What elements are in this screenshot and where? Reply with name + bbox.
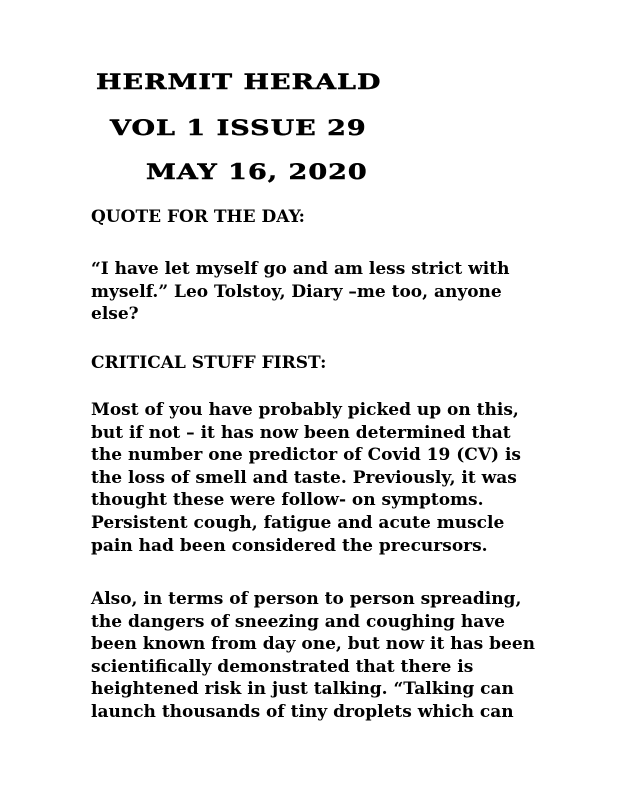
text-line: “I have let myself go and am less strict with bbox=[91, 259, 510, 279]
text-line: but if not – it has now been determined that bbox=[91, 422, 511, 443]
text-line: launch thousands of tiny droplets which can bbox=[91, 701, 514, 722]
newsletter-title: HERMIT HERALD bbox=[96, 70, 382, 95]
main-paragraph bbox=[91, 399, 531, 557]
text-line: the loss of smell and taste. Previously, it was bbox=[91, 467, 517, 488]
quote-paragraph bbox=[91, 258, 531, 326]
text-line: scientifically demonstrated that there is bbox=[91, 656, 474, 677]
text-line: the number one predictor of Covid 19 (CV) is bbox=[91, 445, 521, 466]
text-line: pain had been considered the precursors. bbox=[91, 535, 488, 556]
text-line: heightened risk in just talking. “Talking can bbox=[91, 679, 514, 700]
text-line: else? bbox=[91, 304, 139, 325]
text-line: been known from day one, but now it has been bbox=[91, 634, 535, 655]
quote-heading: QUOTE FOR THE DAY: bbox=[91, 207, 305, 227]
issue-date: MAY 16, 2020 bbox=[146, 160, 368, 185]
text-line: Persistent cough, fatigue and acute muscle bbox=[91, 512, 505, 533]
text-line: Most of you have probably picked up on this, bbox=[91, 400, 519, 420]
critical-heading: CRITICAL STUFF FIRST: bbox=[91, 353, 327, 373]
text-line: Also, in terms of person to person spreading, bbox=[91, 589, 522, 609]
volume-issue: VOL 1 ISSUE 29 bbox=[110, 116, 367, 141]
text-line: the dangers of sneezing and coughing have bbox=[91, 611, 505, 632]
text-line: thought these were follow- on symptoms. bbox=[91, 490, 484, 511]
text-line: myself.” Leo Tolstoy, Diary –me too, anyone bbox=[91, 281, 502, 302]
also-paragraph bbox=[91, 588, 535, 724]
